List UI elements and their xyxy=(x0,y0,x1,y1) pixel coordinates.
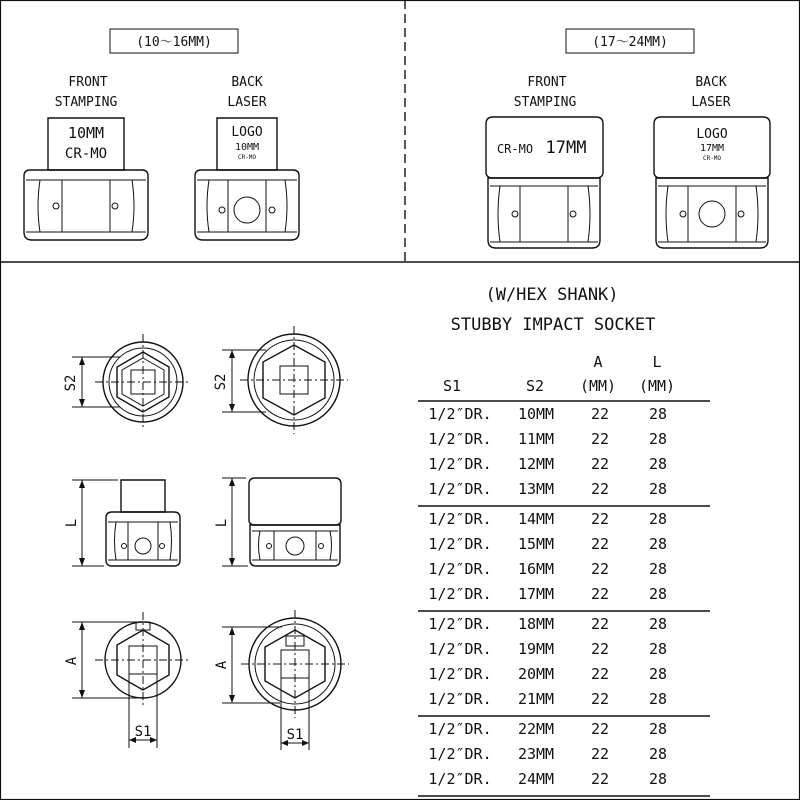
bottom-view-small xyxy=(64,612,191,748)
dim-s2-label: S2 xyxy=(63,374,79,392)
dim-l-label: L xyxy=(214,518,230,528)
back-material: CR-MO xyxy=(702,155,722,162)
cell-l: 28 xyxy=(648,585,668,603)
cell-s2: 13MM xyxy=(517,480,555,498)
bottom-view-large xyxy=(214,610,349,750)
cell-s2: 20MM xyxy=(517,665,555,683)
cell-s1: 1/2″DR. xyxy=(428,770,492,788)
cell-s2: 14MM xyxy=(517,510,555,528)
cell-l: 28 xyxy=(648,535,668,553)
header-s2: S2 xyxy=(525,377,545,395)
cell-a: 22 xyxy=(590,640,610,658)
cell-a: 22 xyxy=(590,480,610,498)
range-label: (17～24MM) xyxy=(592,35,668,50)
header-l: L xyxy=(652,353,662,371)
table-row xyxy=(428,480,667,498)
front-stamp-material: CR-MO xyxy=(496,142,534,156)
back-material: CR-MO xyxy=(237,154,257,161)
panel-10-16mm xyxy=(24,29,299,240)
cell-a: 22 xyxy=(590,405,610,423)
cell-s1: 1/2″DR. xyxy=(428,615,492,633)
back-size: 17MM xyxy=(699,143,725,154)
cell-l: 28 xyxy=(648,640,668,658)
cell-a: 22 xyxy=(590,690,610,708)
table-row xyxy=(428,665,667,683)
cell-a: 22 xyxy=(590,665,610,683)
cell-a: 22 xyxy=(590,510,610,528)
dim-a-label: A xyxy=(214,660,230,670)
table-row xyxy=(428,510,667,528)
cell-a: 22 xyxy=(590,770,610,788)
cell-a: 22 xyxy=(590,615,610,633)
cell-l: 28 xyxy=(648,480,668,498)
cell-s1: 1/2″DR. xyxy=(428,455,492,473)
table-row xyxy=(428,615,667,633)
cell-l: 28 xyxy=(648,455,668,473)
cell-s2: 16MM xyxy=(517,560,555,578)
table-title-line2: STUBBY IMPACT SOCKET xyxy=(450,315,656,335)
back-logo: LOGO xyxy=(696,127,728,142)
table-row xyxy=(428,405,667,423)
cell-l: 28 xyxy=(648,405,668,423)
cell-s2: 18MM xyxy=(517,615,555,633)
cell-l: 28 xyxy=(648,720,668,738)
table-body xyxy=(418,401,710,796)
table-row xyxy=(428,560,667,578)
dim-l-label: L xyxy=(64,518,80,528)
front-stamping-socket-small xyxy=(24,118,148,240)
header-a-unit: (MM) xyxy=(579,377,617,395)
cell-a: 22 xyxy=(590,585,610,603)
front-heading-line1: FRONT xyxy=(527,75,567,90)
cell-s1: 1/2″DR. xyxy=(428,560,492,578)
back-heading-line1: BACK xyxy=(695,75,727,90)
cell-l: 28 xyxy=(648,615,668,633)
side-view-small xyxy=(64,480,180,566)
cell-a: 22 xyxy=(590,535,610,553)
cell-a: 22 xyxy=(590,745,610,763)
cell-l: 28 xyxy=(648,665,668,683)
front-heading-line2: STAMPING xyxy=(54,95,118,110)
cell-s1: 1/2″DR. xyxy=(428,665,492,683)
cell-s2: 19MM xyxy=(517,640,555,658)
cell-l: 28 xyxy=(648,510,668,528)
front-heading-line2: STAMPING xyxy=(513,95,577,110)
table-row xyxy=(428,430,667,448)
table-title-line1: (W/HEX SHANK) xyxy=(485,285,619,305)
dim-s1-label: S1 xyxy=(134,724,152,740)
front-stamp-material: CR-MO xyxy=(64,146,108,162)
technical-drawings xyxy=(63,326,349,750)
cell-s2: 24MM xyxy=(517,770,555,788)
back-laser-socket-large xyxy=(654,117,770,248)
cell-l: 28 xyxy=(648,430,668,448)
cell-l: 28 xyxy=(648,745,668,763)
back-size: 10MM xyxy=(234,142,260,153)
back-heading-line1: BACK xyxy=(231,75,263,90)
table-row xyxy=(428,745,667,763)
table-header xyxy=(443,353,675,395)
front-heading-line1: FRONT xyxy=(68,75,108,90)
cell-a: 22 xyxy=(590,560,610,578)
cell-s1: 1/2″DR. xyxy=(428,535,492,553)
cell-s1: 1/2″DR. xyxy=(428,480,492,498)
top-view-small xyxy=(63,334,191,430)
back-heading-line2: LASER xyxy=(227,95,267,110)
cell-s2: 23MM xyxy=(517,745,555,763)
cell-s1: 1/2″DR. xyxy=(428,510,492,528)
table-row xyxy=(428,640,667,658)
header-s1: S1 xyxy=(442,377,462,395)
header-l-unit: (MM) xyxy=(638,377,676,395)
table-row xyxy=(428,535,667,553)
dim-s2-label: S2 xyxy=(213,373,229,391)
cell-s1: 1/2″DR. xyxy=(428,745,492,763)
cell-s2: 11MM xyxy=(517,430,555,448)
cell-s1: 1/2″DR. xyxy=(428,720,492,738)
cell-a: 22 xyxy=(590,430,610,448)
cell-s2: 10MM xyxy=(517,405,555,423)
cell-s1: 1/2″DR. xyxy=(428,430,492,448)
back-heading-line2: LASER xyxy=(691,95,731,110)
dim-a-label: A xyxy=(64,656,80,666)
top-view-large xyxy=(213,326,348,434)
cell-s1: 1/2″DR. xyxy=(428,690,492,708)
cell-s1: 1/2″DR. xyxy=(428,640,492,658)
front-stamp-size: 17MM xyxy=(545,138,587,158)
cell-s2: 17MM xyxy=(517,585,555,603)
cell-s2: 15MM xyxy=(517,535,555,553)
cell-l: 28 xyxy=(648,770,668,788)
cell-s1: 1/2″DR. xyxy=(428,585,492,603)
table-row xyxy=(428,690,667,708)
cell-s2: 21MM xyxy=(517,690,555,708)
table-row xyxy=(428,455,667,473)
table-row xyxy=(428,720,667,738)
back-logo: LOGO xyxy=(231,125,263,140)
cell-a: 22 xyxy=(590,720,610,738)
panel-17-24mm xyxy=(486,29,770,248)
cell-s1: 1/2″DR. xyxy=(428,405,492,423)
cell-l: 28 xyxy=(648,560,668,578)
front-stamp-size: 10MM xyxy=(67,124,105,142)
side-view-large xyxy=(214,478,341,566)
header-a: A xyxy=(593,353,603,371)
spec-table xyxy=(418,285,710,796)
table-row xyxy=(428,585,667,603)
cell-s2: 22MM xyxy=(517,720,555,738)
cell-l: 28 xyxy=(648,690,668,708)
front-stamping-socket-large xyxy=(486,117,603,248)
dim-s1-label: S1 xyxy=(286,727,304,743)
cell-a: 22 xyxy=(590,455,610,473)
table-row xyxy=(428,770,667,788)
range-label: (10～16MM) xyxy=(136,35,212,50)
cell-s2: 12MM xyxy=(517,455,555,473)
back-laser-socket-small xyxy=(195,118,299,240)
